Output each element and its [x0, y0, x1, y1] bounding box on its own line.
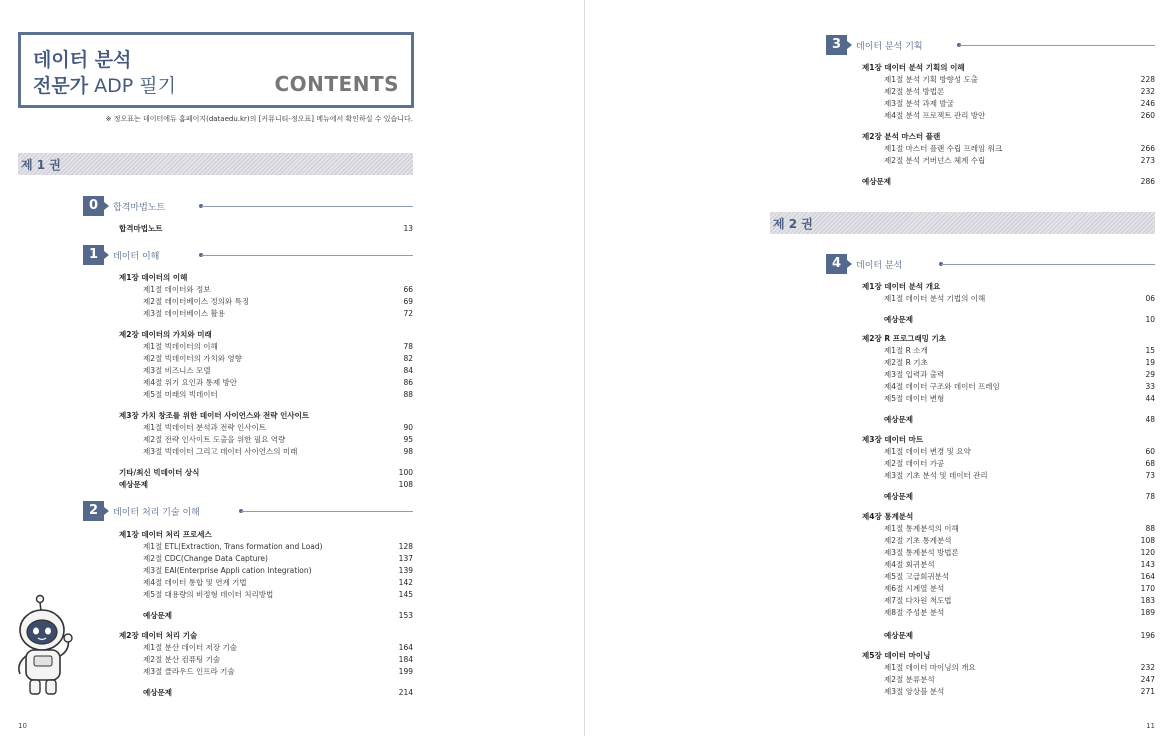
entry-title: 예상문제 — [143, 688, 172, 697]
part-number: 2 — [83, 501, 104, 521]
entry-title: 제4절 회귀분석 — [884, 560, 935, 569]
section-entry — [143, 541, 413, 553]
section-entry — [884, 571, 1155, 583]
entry-page: 88 — [1145, 524, 1155, 533]
entry-title: 제2절 기초 통계분석 — [884, 536, 952, 545]
section-entry — [143, 341, 413, 353]
book-title-rest: ADP 필기 — [88, 75, 176, 97]
part-number: 3 — [826, 35, 847, 55]
entry-title: 제1절 데이터와 정보 — [143, 285, 211, 294]
entry-page: 108 — [398, 480, 413, 489]
entry-page: 271 — [1140, 687, 1155, 696]
section-entry — [143, 565, 413, 577]
entry-title: 합격마법노트 — [119, 224, 163, 233]
chapter-entry — [119, 329, 413, 341]
entry-title: 제2장 R 프로그래밍 기초 — [862, 334, 947, 343]
volume-band — [770, 212, 1155, 234]
entry-title: 제4장 통계분석 — [862, 512, 914, 521]
part-rule — [241, 511, 413, 512]
chapter-entry — [119, 529, 413, 541]
entry-page: 66 — [403, 285, 413, 294]
entry-title: 제1장 데이터 분석 개요 — [862, 282, 941, 291]
contents-heading: CONTENTS — [274, 72, 399, 96]
entry-title: 제3절 입력과 출력 — [884, 370, 945, 379]
entry-title: 제2장 분석 마스터 플랜 — [862, 132, 941, 141]
entry-page: 73 — [1145, 471, 1155, 480]
section-entry — [884, 523, 1155, 535]
entry-page: 143 — [1140, 560, 1155, 569]
entry-page: 232 — [1140, 87, 1155, 96]
entry-title: 제3절 분석 과제 발굴 — [884, 99, 954, 108]
part-rule — [959, 45, 1155, 46]
entry-title: 예상문제 — [862, 177, 891, 186]
entry-page: 246 — [1140, 99, 1155, 108]
entry-title: 제3절 데이터베이스 활용 — [143, 309, 225, 318]
entry-title: 제2절 분류분석 — [884, 675, 935, 684]
page-number: 11 — [1146, 722, 1155, 730]
entry-title: 제2절 분산 컴퓨팅 기술 — [143, 655, 221, 664]
entry-title: 제8절 주성분 분석 — [884, 608, 945, 617]
section-entry — [884, 74, 1155, 86]
entry-title: 제1절 R 소개 — [884, 346, 928, 355]
section-entry — [884, 446, 1155, 458]
volume-band — [18, 153, 413, 175]
part-rule — [201, 206, 413, 207]
volume-label: 제 1 권 — [21, 158, 61, 172]
entry-page: 60 — [1145, 447, 1155, 456]
entry-title: 제3절 기초 분석 및 데이터 관리 — [884, 471, 988, 480]
entry-title: 제3절 비즈니스 모델 — [143, 366, 211, 375]
book-title-box — [18, 32, 414, 108]
entry-title: 제2절 분석 거버넌스 체계 수립 — [884, 156, 986, 165]
entry-title: 제2절 빅데이터의 가치와 영향 — [143, 354, 242, 363]
quiz-entry — [884, 314, 1155, 326]
entry-title: 제4절 데이터 통합 및 연계 기법 — [143, 578, 247, 587]
section-entry — [884, 559, 1155, 571]
entry-page: 183 — [1140, 596, 1155, 605]
section-entry — [884, 345, 1155, 357]
section-entry — [884, 662, 1155, 674]
entry-title: 제2절 데이터 가공 — [884, 459, 945, 468]
entry-title: 제2절 CDC(Change Data Capture) — [143, 554, 268, 563]
entry-title: 제3장 가치 창조를 위한 데이터 사이언스와 전략 인사이트 — [119, 411, 310, 420]
part-number: 0 — [83, 196, 104, 216]
part-header — [826, 35, 1155, 55]
quiz-entry — [862, 176, 1155, 188]
chapter-entry — [119, 467, 413, 479]
entry-page: 68 — [1145, 459, 1155, 468]
entry-title: 제1장 데이터 처리 프로세스 — [119, 530, 212, 539]
section-entry — [884, 535, 1155, 547]
section-entry — [143, 446, 413, 458]
entry-page: 196 — [1140, 631, 1155, 640]
part-title: 데이터 이해 — [113, 252, 160, 262]
entry-page: 145 — [398, 590, 413, 599]
entry-page: 44 — [1145, 394, 1155, 403]
entry-title: 제1장 데이터 분석 기획의 이해 — [862, 63, 965, 72]
entry-title: 예상문제 — [143, 611, 172, 620]
entry-page: 153 — [398, 611, 413, 620]
section-entry — [143, 296, 413, 308]
entry-page: 88 — [403, 390, 413, 399]
entry-title: 제4절 분석 프로젝트 관리 방안 — [884, 111, 986, 120]
section-entry — [143, 642, 413, 654]
section-entry — [143, 589, 413, 601]
section-entry — [143, 353, 413, 365]
entry-page: 108 — [1140, 536, 1155, 545]
entry-title: 제4절 위기 요인과 통제 방안 — [143, 378, 238, 387]
chapter-entry — [862, 434, 1155, 446]
part-rule — [201, 255, 413, 256]
section-entry — [143, 284, 413, 296]
section-entry — [143, 434, 413, 446]
entry-title: 제5절 고급회귀분석 — [884, 572, 950, 581]
entry-title: 제3절 앙상블 분석 — [884, 687, 945, 696]
section-entry — [143, 308, 413, 320]
entry-title: 제2장 데이터의 가치와 미래 — [119, 330, 212, 339]
section-entry — [884, 674, 1155, 686]
entry-title: 제1장 데이터의 이해 — [119, 273, 188, 282]
entry-title: 제1절 분산 데이터 저장 기술 — [143, 643, 238, 652]
section-entry — [143, 365, 413, 377]
section-entry — [143, 666, 413, 678]
errata-notice: ※ 정오표는 데이터에듀 홈페이지(dataedu.kr)의 [커뮤니티-정오표] 메뉴에서 확인하실 수 있습니다. — [105, 115, 413, 123]
entry-title: 제3절 클라우드 인프라 기술 — [143, 667, 235, 676]
chapter-entry — [119, 410, 413, 422]
entry-title: 제1절 ETL(Extraction, Trans formation and Load) — [143, 542, 323, 551]
entry-title: 예상문제 — [884, 631, 913, 640]
entry-title: 제2절 전략 인사이트 도출을 위한 필요 역량 — [143, 435, 286, 444]
entry-title: 제3절 빅데이터 그리고 데이터 사이언스의 미래 — [143, 447, 298, 456]
entry-page: 78 — [1145, 492, 1155, 501]
section-entry — [884, 547, 1155, 559]
entry-page: 142 — [398, 578, 413, 587]
entry-page: 260 — [1140, 111, 1155, 120]
entry-title: 제2절 R 기초 — [884, 358, 928, 367]
entry-title: 제7절 다차원 척도법 — [884, 596, 952, 605]
entry-title: 제1절 데이터 변경 및 요약 — [884, 447, 971, 456]
part-title: 데이터 처리 기술 이해 — [113, 508, 200, 518]
entry-page: 164 — [1140, 572, 1155, 581]
entry-page: 286 — [1140, 177, 1155, 186]
part-header — [83, 196, 413, 216]
entry-page: 69 — [403, 297, 413, 306]
section-entry — [143, 389, 413, 401]
section-entry — [884, 357, 1155, 369]
section-entry — [143, 654, 413, 666]
entry-page: 199 — [398, 667, 413, 676]
entry-page: 19 — [1145, 358, 1155, 367]
entry-page: 86 — [403, 378, 413, 387]
entry-title: 예상문제 — [884, 315, 913, 324]
book-title-line2 — [33, 71, 176, 98]
entry-title: 제5절 대용량의 비정형 데이터 처리방법 — [143, 590, 274, 599]
section-entry — [884, 98, 1155, 110]
entry-title: 제2절 데이터베이스 정의와 특징 — [143, 297, 250, 306]
part-rule — [941, 264, 1155, 265]
entry-page: 78 — [403, 342, 413, 351]
entry-page: 170 — [1140, 584, 1155, 593]
entry-page: 232 — [1140, 663, 1155, 672]
entry-page: 06 — [1145, 294, 1155, 303]
section-entry — [884, 595, 1155, 607]
part-header — [83, 245, 413, 265]
entry-page: 247 — [1140, 675, 1155, 684]
quiz-entry — [143, 687, 413, 699]
entry-title: 제1절 데이터 마이닝의 개요 — [884, 663, 976, 672]
entry-page: 184 — [398, 655, 413, 664]
part-title: 합격마법노트 — [113, 203, 166, 213]
entry-page: 214 — [398, 688, 413, 697]
entry-page: 48 — [1145, 415, 1155, 424]
section-entry — [884, 458, 1155, 470]
astronaut-mascot-illustration — [14, 594, 78, 698]
part-header — [826, 254, 1155, 274]
entry-page: 273 — [1140, 156, 1155, 165]
entry-page: 15 — [1145, 346, 1155, 355]
section-entry — [884, 393, 1155, 405]
part-title: 데이터 분석 기획 — [856, 42, 923, 52]
quiz-entry — [884, 630, 1155, 642]
entry-title: 제6절 시계열 분석 — [884, 584, 945, 593]
entry-page: 29 — [1145, 370, 1155, 379]
entry-page: 13 — [403, 224, 413, 233]
entry-title: 제1절 빅데이터의 이해 — [143, 342, 218, 351]
toc-entry — [119, 223, 413, 235]
entry-title: 제1절 분석 기획 방향성 도출 — [884, 75, 979, 84]
quiz-entry — [884, 414, 1155, 426]
quiz-entry — [143, 610, 413, 622]
entry-title: 제1절 통계분석의 이해 — [884, 524, 959, 533]
entry-title: 제1절 빅데이터 분석과 전략 인사이트 — [143, 423, 266, 432]
chapter-entry — [862, 281, 1155, 293]
entry-title: 제3장 데이터 마트 — [862, 435, 924, 444]
section-entry — [884, 155, 1155, 167]
right-page — [585, 0, 1167, 736]
chapter-entry — [862, 62, 1155, 74]
entry-title: 기타/최신 빅데이터 상식 — [119, 468, 200, 477]
entry-title: 제5장 데이터 마이닝 — [862, 651, 931, 660]
part-header — [83, 501, 413, 521]
entry-title: 제5절 미래의 빅데이터 — [143, 390, 218, 399]
entry-title: 예상문제 — [119, 480, 148, 489]
chapter-entry — [119, 630, 413, 642]
section-entry — [884, 583, 1155, 595]
entry-title: 제5절 데이터 변형 — [884, 394, 945, 403]
chapter-entry — [862, 333, 1155, 345]
entry-page: 90 — [403, 423, 413, 432]
entry-title: 제2장 데이터 처리 기술 — [119, 631, 198, 640]
section-entry — [884, 143, 1155, 155]
section-entry — [143, 422, 413, 434]
section-entry — [884, 686, 1155, 698]
entry-page: 100 — [398, 468, 413, 477]
part-number: 4 — [826, 254, 847, 274]
section-entry — [884, 369, 1155, 381]
entry-title: 제1절 데이터 분석 기법의 이해 — [884, 294, 986, 303]
entry-title: 제4절 데이터 구조와 데이터 프레임 — [884, 382, 1000, 391]
entry-page: 139 — [398, 566, 413, 575]
part-number: 1 — [83, 245, 104, 265]
section-entry — [143, 377, 413, 389]
chapter-entry — [119, 272, 413, 284]
book-title-line1: 데이터 분석 — [33, 49, 132, 71]
section-entry — [884, 293, 1155, 305]
entry-page: 82 — [403, 354, 413, 363]
entry-page: 128 — [398, 542, 413, 551]
entry-page: 72 — [403, 309, 413, 318]
book-title-bold: 전문가 — [33, 75, 89, 97]
chapter-entry — [862, 511, 1155, 523]
chapter-entry — [862, 650, 1155, 662]
section-entry — [143, 577, 413, 589]
entry-title: 제3절 통계분석 방법론 — [884, 548, 959, 557]
chapter-entry — [862, 131, 1155, 143]
entry-page: 189 — [1140, 608, 1155, 617]
entry-page: 95 — [403, 435, 413, 444]
part-title: 데이터 분석 — [856, 261, 903, 271]
quiz-entry — [884, 491, 1155, 503]
entry-title: 제1절 마스터 플랜 수립 프레임 워크 — [884, 144, 1003, 153]
section-entry — [884, 470, 1155, 482]
section-entry — [884, 381, 1155, 393]
entry-page: 228 — [1140, 75, 1155, 84]
page-number: 10 — [18, 722, 27, 730]
entry-page: 137 — [398, 554, 413, 563]
section-entry — [143, 553, 413, 565]
section-entry — [884, 110, 1155, 122]
chapter-entry — [119, 479, 413, 491]
entry-page: 10 — [1145, 315, 1155, 324]
entry-page: 98 — [403, 447, 413, 456]
section-entry — [884, 607, 1155, 619]
entry-title: 제3절 EAI(Enterprise Appli cation Integration) — [143, 566, 312, 575]
volume-label: 제 2 권 — [773, 217, 813, 231]
entry-page: 84 — [403, 366, 413, 375]
entry-page: 266 — [1140, 144, 1155, 153]
entry-page: 164 — [398, 643, 413, 652]
entry-title: 예상문제 — [884, 492, 913, 501]
entry-page: 120 — [1140, 548, 1155, 557]
entry-title: 예상문제 — [884, 415, 913, 424]
entry-title: 제2절 분석 방법론 — [884, 87, 945, 96]
entry-page: 33 — [1145, 382, 1155, 391]
section-entry — [884, 86, 1155, 98]
